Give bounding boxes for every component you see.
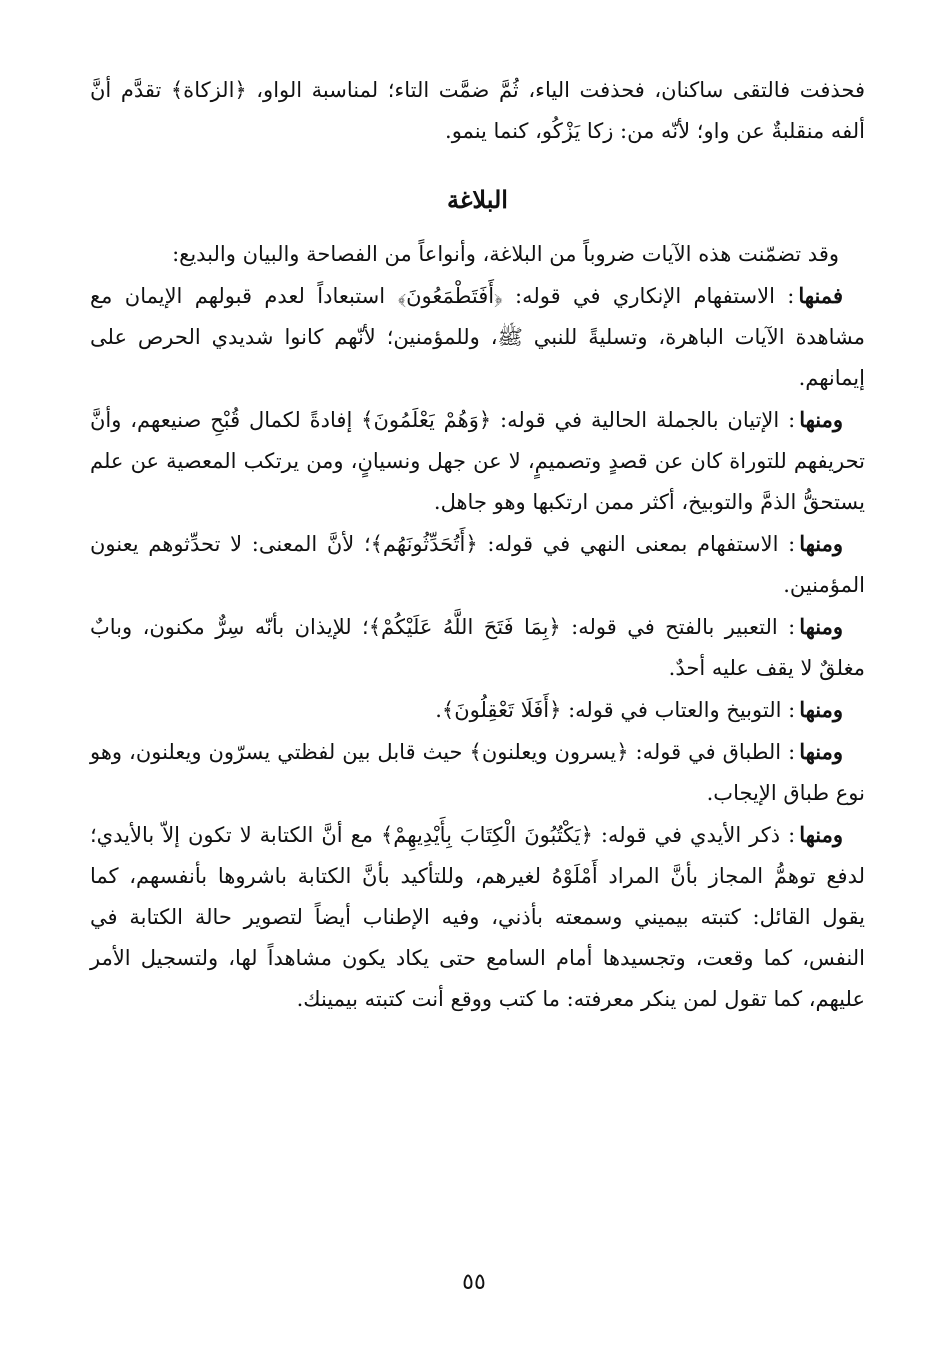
page-body [90, 70, 865, 1020]
rhetoric-item-1 [90, 275, 865, 399]
opening-text: وقد تضمّنت هذه الآيات ضروباً من البلاغة، وأنواعاً من الفصاحة والبيان والبديع: [172, 242, 839, 266]
page-number: ٥٥ [462, 1270, 486, 1295]
rhetoric-item-5 [90, 689, 865, 731]
rhetoric-item-2 [90, 399, 865, 523]
item-text: : ذكر الأيدي في قوله: ﴿يَكْتُبُونَ الْكِتَابَ بِأَيْدِيهِمْ﴾ مع أنَّ الكتابة لا تكون إلاّ بالأيدي؛ لدفع توهمُّ المجاز بأنَّ المراد أَمْلَوْهُ لغيرهم، وللتأكيد بأنَّ الكتابة باشروها بأنفسهم، كما يقول القائل: كتبته بيميني وسمعته بأذني، وفيه الإطناب أيضاً لتصوير حالة الكتابة في النفس، كما وقعت، وتجسيدها أمام السامع حتى يكاد يكون مشاهداً لها، ولتسجيل الأمر عليهم، كما تقول لمن ينكر معرفته: ما كتب ووقع أنت كتبته بيمينك. [90, 823, 865, 1011]
rhetoric-item-4 [90, 606, 865, 689]
item-lead: فمنها [798, 283, 843, 308]
item-text: : الطباق في قوله: ﴿يسرون ويعلنون﴾ حيث قابل بين لفظتي يسرّون ويعلنون، وهو نوع طباق الإيجاب. [90, 740, 865, 805]
item-text: : الاستفهام الإنكاري في قوله: ﴿أَفَتَطْمَعُونَ﴾ استبعاداً لعدم قبولهم الإيمان مع مشاهدة الآيات الباهرة، وتسليةً للنبي ﷺ، وللمؤمنين؛ لأنّهم كانوا شديدي الحرص على إيمانهم. [90, 284, 865, 390]
opening-paragraph [90, 234, 865, 275]
item-lead: ومنها [799, 407, 843, 432]
item-lead: ومنها [799, 614, 843, 639]
rhetoric-item-6 [90, 731, 865, 814]
intro-paragraph: فحذفت فالتقى ساكنان، فحذفت الياء، ثُمَّ ضمَّت التاء؛ لمناسبة الواو، ﴿الزكاة﴾ تقدَّم أنَّ ألفه منقلبةٌ عن واو؛ لأنّه من: زكا يَزْكُو، كنما ينمو. [90, 78, 865, 143]
rhetoric-item-3 [90, 523, 865, 606]
item-lead: ومنها [799, 697, 843, 722]
section-title: البلاغة [447, 185, 508, 214]
item-text: : الإتيان بالجملة الحالية في قوله: ﴿وَهُمْ يَعْلَمُونَ﴾ إفادةً لكمال قُبْحِ صنيعهم، وأنَّ تحريفهم للتوراة كان عن قصدٍ وتصميمٍ، لا عن جهل ونسيانٍ، ومن يرتكب المعصية عن علم يستحقُّ الذمَّ والتوبيخ، أكثر ممن ارتكبها وهو جاهل. [90, 408, 865, 514]
item-lead: ومنها [799, 739, 843, 764]
item-text: : التعبير بالفتح في قوله: ﴿بِمَا فَتَحَ اللَّهُ عَلَيْكُمْ﴾؛ للإيذان بأنّه سِرٌّ مكنون، وبابٌ مغلقٌ لا يقف عليه أحدٌ. [90, 615, 865, 680]
item-lead: ومنها [799, 822, 843, 847]
rhetoric-item-7 [90, 814, 865, 1020]
item-text: : التوبيخ والعتاب في قوله: ﴿أَفَلَا تَعْقِلُونَ﴾. [435, 698, 796, 722]
item-text: : الاستفهام بمعنى النهي في قوله: ﴿أَتُحَدِّثُونَهُم﴾؛ لأنَّ المعنى: لا تحدِّثوهم يعنون المؤمنين. [90, 532, 865, 597]
item-lead: ومنها [799, 531, 843, 556]
